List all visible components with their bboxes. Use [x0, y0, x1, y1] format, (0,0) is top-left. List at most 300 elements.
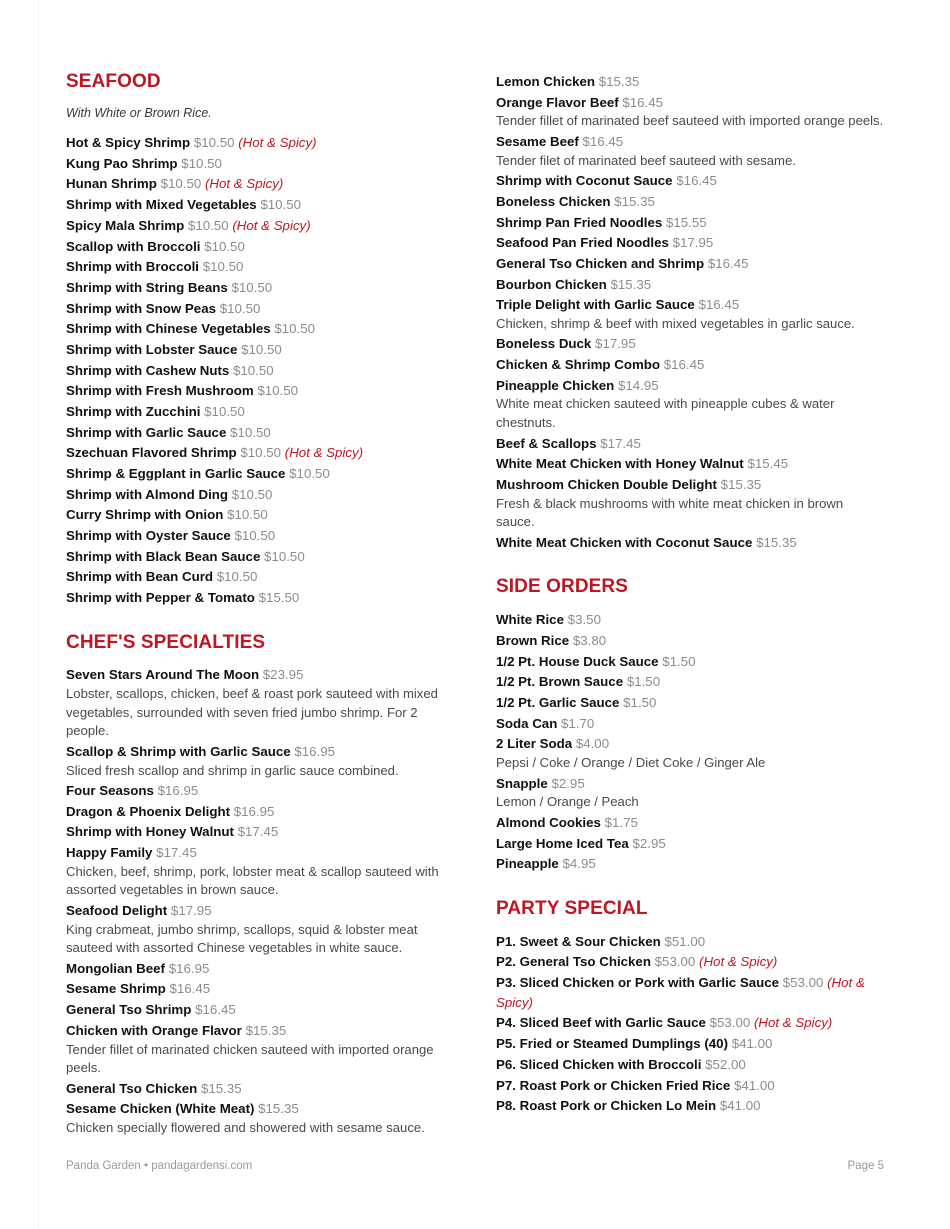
section-heading: SIDE ORDERS: [496, 576, 629, 598]
menu-item-name: Shrimp with Almond Ding: [66, 486, 229, 502]
menu-item-price: $10.50: [274, 321, 316, 337]
menu-item: [496, 734, 884, 772]
menu-item-line: [496, 233, 884, 253]
menu-item-line: [496, 295, 884, 315]
menu-item-price: $15.35: [720, 476, 762, 492]
menu-item-line: [496, 213, 884, 233]
menu-item-description: Tender fillet of marinated beef sauteed with imported orange peels.: [496, 113, 884, 129]
menu-item-price: $1.70: [561, 715, 595, 731]
menu-item-name: Sesame Beef: [496, 133, 579, 149]
menu-item-name: Szechuan Flavored Shrimp: [66, 445, 237, 461]
menu-item: [66, 381, 454, 401]
menu-item-price: $10.50: [202, 259, 244, 275]
menu-item: [66, 505, 454, 525]
menu-item-line: [66, 381, 454, 401]
menu-item-line: [496, 434, 884, 454]
menu-item-name: White Meat Chicken with Coconut Sauce: [496, 534, 753, 550]
menu-item: [496, 334, 884, 354]
menu-item: [66, 278, 454, 298]
menu-item: [496, 1034, 884, 1054]
menu-item-price: $15.35: [201, 1080, 242, 1096]
menu-item: [66, 485, 454, 505]
menu-item: [496, 973, 884, 1012]
menu-section: [496, 72, 884, 552]
menu-item-price: $10.50: [241, 341, 282, 357]
menu-item-price: $16.45: [169, 981, 211, 997]
menu-item-name: Snapple: [496, 775, 548, 791]
menu-item: [66, 154, 454, 174]
menu-item: [66, 526, 454, 546]
menu-item-line: [66, 361, 454, 381]
menu-item-description: Tender fillet of marinated chicken sauteed with imported orange peels.: [66, 1041, 434, 1076]
menu-item-line: [66, 822, 454, 842]
menu-item: [496, 376, 884, 433]
menu-item-name: P7. Roast Pork or Chicken Fried Rice: [496, 1077, 731, 1093]
menu-item-price: $15.35: [258, 1101, 299, 1117]
menu-item: [496, 171, 884, 191]
menu-item-name: Hunan Shrimp: [66, 176, 157, 192]
menu-item: [66, 802, 454, 822]
menu-item-price: $3.50: [567, 612, 601, 628]
menu-item-price: $16.45: [676, 173, 717, 189]
menu-item-name: Happy Family: [66, 845, 153, 861]
menu-item-line: [66, 319, 454, 339]
menu-item: [66, 781, 454, 801]
menu-item: [496, 774, 884, 812]
menu-item-price: $10.50: [204, 403, 245, 419]
menu-item: [496, 610, 884, 630]
menu-item-line: [496, 813, 884, 833]
menu-item-description: Pepsi / Coke / Orange / Diet Coke / Ginger Ale: [496, 755, 766, 771]
menu-item-line: [66, 423, 454, 443]
menu-item-line: [66, 154, 454, 174]
menu-item: [66, 901, 454, 958]
menu-item-name: Shrimp with Pepper & Tomato: [66, 589, 255, 605]
menu-item-name: Shrimp Pan Fried Noodles: [496, 214, 663, 230]
menu-item-description: Tender filet of marinated beef sauteed with sesame.: [496, 152, 796, 168]
section-heading: SEAFOOD: [66, 71, 161, 92]
menu-item-line: [496, 533, 884, 553]
menu-item-price: $1.50: [623, 695, 657, 711]
menu-item-price: $16.45: [663, 357, 705, 373]
menu-item-name: 1/2 Pt. Brown Sauce: [496, 674, 624, 690]
menu-item: [66, 665, 454, 740]
menu-item-line: [496, 1096, 884, 1116]
menu-item-line: [496, 1034, 884, 1054]
menu-item: [496, 213, 884, 233]
menu-item-name: Almond Cookies: [496, 814, 601, 830]
menu-item-list: [66, 665, 454, 1137]
footer-page-number: Page 5: [847, 1160, 884, 1172]
menu-item-name: Shrimp with Mixed Vegetables: [66, 197, 257, 213]
footer-brand: Panda Garden • pandagardensi.com: [66, 1160, 253, 1172]
menu-item: [66, 340, 454, 360]
menu-item-name: Shrimp with Broccoli: [66, 259, 199, 275]
menu-item-name: Beef & Scallops: [496, 435, 597, 451]
menu-item: [496, 275, 884, 295]
menu-item-name: Shrimp with Cashew Nuts: [66, 362, 230, 378]
menu-section: [496, 899, 884, 1116]
menu-item-name: White Rice: [496, 612, 564, 628]
menu-item-price: $17.95: [170, 902, 212, 918]
menu-item-name: Mongolian Beef: [66, 960, 165, 976]
menu-item-price: $41.00: [731, 1036, 773, 1052]
menu-item-list: [496, 72, 884, 552]
menu-item-line: [496, 672, 884, 692]
menu-item-line: [496, 1013, 884, 1033]
menu-item-name: Dragon & Phoenix Delight: [66, 803, 231, 819]
menu-item-name: Seafood Pan Fried Noodles: [496, 235, 669, 251]
menu-item-name: Brown Rice: [496, 633, 570, 649]
menu-item-price: $17.45: [600, 435, 641, 451]
menu-item-price: $17.95: [672, 235, 714, 251]
menu-item-line: [496, 834, 884, 854]
menu-item-line: [66, 505, 454, 525]
menu-item-price: $2.95: [632, 835, 666, 851]
menu-item-line: [66, 299, 454, 319]
menu-item-description: Lobster, scallops, chicken, beef & roast pork sauteed with mixed vegetables, surrounded with seven fried jumbo shrimp. For 2 people.: [66, 686, 438, 739]
section-heading: CHEF'S SPECIALTIES: [66, 631, 266, 653]
menu-item: [66, 361, 454, 381]
menu-item-line: [66, 781, 454, 801]
menu-item-price: $16.45: [582, 133, 624, 149]
menu-item: [496, 652, 884, 672]
menu-item-line: [66, 742, 454, 762]
menu-item-price: $16.45: [622, 94, 664, 110]
menu-item-price: $16.45: [698, 297, 740, 313]
menu-item-price: $16.45: [195, 1002, 236, 1018]
menu-item: [66, 216, 454, 236]
menu-item-description: Lemon / Orange / Peach: [496, 794, 639, 810]
menu-item-line: [496, 72, 884, 92]
menu-item-price: $10.50: [193, 135, 235, 151]
menu-item-line: [496, 254, 884, 274]
menu-item-name: Hot & Spicy Shrimp: [66, 135, 191, 151]
menu-item-line: [496, 171, 884, 191]
menu-item-name: P1. Sweet & Sour Chicken: [496, 933, 661, 949]
menu-item: [496, 533, 884, 553]
menu-item-line: [66, 547, 454, 567]
menu-item-price: $16.95: [157, 783, 199, 799]
menu-item-line: [66, 588, 454, 608]
menu-item: [66, 1021, 454, 1078]
menu-item-line: [66, 1021, 454, 1041]
menu-item-name: Chicken & Shrimp Combo: [496, 357, 661, 373]
menu-item-price: $10.50: [232, 362, 274, 378]
menu-item-line: [496, 275, 884, 295]
menu-item: [66, 319, 454, 339]
menu-item-name: Shrimp with Snow Peas: [66, 300, 216, 316]
menu-item-price: $10.50: [257, 383, 299, 399]
menu-item-name: Large Home Iced Tea: [496, 835, 629, 851]
menu-item: [496, 295, 884, 333]
menu-item-line: [66, 195, 454, 215]
menu-item-line: [66, 665, 454, 685]
menu-item-name: Shrimp with Black Bean Sauce: [66, 548, 261, 564]
menu-item-name: Mushroom Chicken Double Delight: [496, 476, 717, 492]
menu-item-line: [496, 355, 884, 375]
menu-item-line: [66, 443, 454, 463]
menu-section: [66, 72, 454, 608]
menu-item-price: $4.00: [575, 736, 610, 752]
menu-item-line: [496, 734, 884, 754]
spicy-tag: (Hot & Spicy): [238, 135, 317, 151]
menu-item: [496, 254, 884, 274]
menu-item-name: Shrimp with Bean Curd: [66, 569, 214, 585]
menu-item-price: $17.45: [156, 845, 197, 861]
menu-item-name: Pineapple: [496, 856, 559, 872]
menu-item-name: General Tso Chicken and Shrimp: [496, 255, 705, 271]
menu-item-price: $10.50: [231, 486, 273, 502]
menu-item-name: Sesame Shrimp: [66, 981, 166, 997]
menu-item: [496, 132, 884, 170]
menu-item-price: $15.45: [747, 456, 789, 472]
menu-item-line: [66, 340, 454, 360]
menu-item-name: Shrimp with Coconut Sauce: [496, 173, 673, 189]
menu-item: [496, 854, 884, 874]
menu-item: [66, 402, 454, 422]
menu-item-name: Shrimp with Lobster Sauce: [66, 341, 238, 357]
menu-item: [66, 979, 454, 999]
menu-item-name: Shrimp with Garlic Sauce: [66, 424, 227, 440]
menu-item-name: Curry Shrimp with Onion: [66, 507, 224, 523]
menu-item-name: Shrimp with Honey Walnut: [66, 824, 234, 840]
menu-item-line: [66, 402, 454, 422]
spicy-tag: (Hot & Spicy): [284, 445, 364, 461]
menu-item-description: Chicken specially flowered and showered with sesame sauce.: [66, 1120, 425, 1135]
menu-column-right: [496, 72, 884, 1117]
menu-item-price: $15.50: [258, 589, 300, 605]
menu-item-line: [66, 567, 454, 587]
menu-item-list: [496, 932, 884, 1116]
menu-section: [496, 577, 884, 873]
menu-item-line: [66, 278, 454, 298]
menu-item: [66, 133, 454, 153]
menu-item-price: $2.95: [551, 775, 585, 791]
menu-item: [496, 672, 884, 692]
page-edge-line: [38, 0, 39, 1229]
menu-item: [496, 1055, 884, 1075]
menu-item-line: [66, 485, 454, 505]
menu-item-line: [66, 464, 454, 484]
menu-item-name: Shrimp & Eggplant in Garlic Sauce: [66, 465, 286, 481]
menu-item-price: $10.50: [204, 238, 245, 254]
menu-item: [496, 454, 884, 474]
menu-item: [496, 355, 884, 375]
menu-item-line: [496, 714, 884, 734]
menu-item: [496, 693, 884, 713]
menu-item-name: Lemon Chicken: [496, 74, 596, 89]
menu-item-price: $17.95: [595, 336, 636, 352]
menu-item-description: Fresh & black mushrooms with white meat chicken in brown sauce.: [496, 495, 844, 530]
menu-item-price: $15.55: [665, 214, 707, 230]
menu-item-price: $4.95: [562, 856, 596, 872]
menu-item-price: $10.50: [181, 155, 222, 171]
menu-item-price: $51.00: [664, 933, 706, 949]
spicy-tag: (Hot & Spicy): [699, 954, 778, 970]
menu-item-list: [66, 133, 454, 607]
menu-item-price: $52.00: [705, 1056, 746, 1072]
menu-item-name: Shrimp with Oyster Sauce: [66, 527, 231, 543]
menu-item-line: [66, 1000, 454, 1020]
menu-item: [66, 464, 454, 484]
menu-item-line: [66, 257, 454, 277]
menu-item-line: [496, 652, 884, 672]
menu-item-line: [496, 610, 884, 630]
menu-item-line: [496, 475, 884, 495]
menu-item-name: Boneless Duck: [496, 336, 592, 352]
menu-item-line: [66, 237, 454, 257]
menu-item-line: [66, 133, 454, 153]
menu-item: [66, 299, 454, 319]
menu-item-price: $53.00: [782, 975, 824, 991]
menu-item-price: $53.00: [709, 1015, 751, 1031]
menu-item-name: Triple Delight with Garlic Sauce: [496, 297, 695, 313]
menu-item: [66, 742, 454, 780]
menu-item: [66, 257, 454, 277]
menu-item: [66, 237, 454, 257]
menu-item-price: $17.45: [237, 824, 279, 840]
spicy-tag: (Hot & Spicy): [496, 975, 865, 1010]
menu-item-line: [66, 901, 454, 921]
menu-item-name: P2. General Tso Chicken: [496, 954, 651, 970]
menu-item-price: $16.95: [294, 743, 336, 759]
menu-item-description: Chicken, shrimp & beef with mixed vegetables in garlic sauce.: [496, 315, 855, 331]
menu-item-name: P3. Sliced Chicken or Pork with Garlic Sauce: [496, 975, 780, 991]
menu-item-price: $41.00: [733, 1077, 775, 1093]
menu-item-name: 2 Liter Soda: [496, 736, 573, 752]
menu-item: [496, 72, 884, 92]
menu-item-line: [496, 973, 884, 1012]
menu-item-price: $15.35: [614, 193, 655, 209]
menu-item-price: $16.95: [168, 960, 210, 976]
menu-item: [496, 1096, 884, 1116]
menu-item-name: Shrimp with Chinese Vegetables: [66, 321, 271, 337]
menu-item: [66, 588, 454, 608]
menu-item-line: [66, 216, 454, 236]
menu-item-line: [66, 174, 454, 194]
menu-item-price: $10.50: [187, 217, 229, 233]
menu-item-name: Shrimp with Fresh Mushroom: [66, 383, 254, 399]
menu-item-name: Seven Stars Around The Moon: [66, 667, 260, 683]
menu-item-price: $53.00: [654, 954, 696, 970]
menu-item-price: $15.35: [610, 276, 652, 292]
menu-item: [496, 1076, 884, 1096]
menu-item-name: Spicy Mala Shrimp: [66, 217, 185, 233]
menu-item-line: [66, 1079, 454, 1099]
menu-section: [66, 633, 454, 1138]
menu-item-price: $10.50: [160, 176, 202, 192]
menu-item: [496, 233, 884, 253]
menu-item-name: Shrimp with Zucchini: [66, 403, 201, 419]
menu-item-line: [496, 693, 884, 713]
menu-item: [66, 1079, 454, 1099]
menu-item-price: $10.50: [260, 197, 302, 213]
menu-item-description: Sliced fresh scallop and shrimp in garlic sauce combined.: [66, 762, 399, 778]
menu-item-price: $1.50: [626, 674, 661, 690]
menu-item-line: [66, 1099, 454, 1119]
menu-item: [496, 932, 884, 952]
menu-item-name: Kung Pao Shrimp: [66, 155, 178, 171]
menu-item: [66, 547, 454, 567]
menu-item: [66, 423, 454, 443]
menu-item-line: [496, 376, 884, 396]
menu-item-price: $23.95: [262, 667, 304, 683]
menu-item: [496, 813, 884, 833]
menu-item: [66, 443, 454, 463]
menu-item-name: General Tso Chicken: [66, 1080, 198, 1096]
menu-item-line: [496, 1076, 884, 1096]
menu-item-price: $1.50: [662, 653, 696, 669]
menu-item-name: White Meat Chicken with Honey Walnut: [496, 456, 744, 472]
menu-item-name: P8. Roast Pork or Chicken Lo Mein: [496, 1098, 717, 1114]
menu-item: [66, 959, 454, 979]
menu-item-description: Chicken, beef, shrimp, pork, lobster meat & scallop sauteed with assorted vegetables in brown sauce.: [66, 863, 439, 898]
menu-item-name: Scallop with Broccoli: [66, 238, 201, 254]
menu-item-line: [496, 631, 884, 651]
menu-item-price: $10.50: [219, 300, 261, 316]
menu-item-name: 1/2 Pt. House Duck Sauce: [496, 653, 659, 669]
menu-item-price: $15.35: [598, 74, 640, 89]
menu-item-list: [496, 610, 884, 874]
section-note: With White or Brown Rice.: [66, 105, 212, 120]
menu-item-price: $15.35: [756, 534, 797, 550]
menu-item-name: Boneless Chicken: [496, 193, 611, 209]
menu-item-line: [496, 774, 884, 794]
menu-item-line: [496, 93, 884, 113]
menu-item: [66, 1000, 454, 1020]
menu-item: [66, 1099, 454, 1137]
menu-item-line: [496, 334, 884, 354]
menu-item: [496, 952, 884, 972]
menu-item-name: 1/2 Pt. Garlic Sauce: [496, 695, 620, 711]
page-footer: [66, 1160, 884, 1172]
menu-item-line: [496, 952, 884, 972]
section-heading: PARTY SPECIAL: [496, 897, 648, 919]
menu-item-line: [496, 454, 884, 474]
spicy-tag: (Hot & Spicy): [204, 176, 284, 192]
menu-item-price: $1.75: [604, 814, 638, 830]
menu-item-name: P4. Sliced Beef with Garlic Sauce: [496, 1015, 706, 1031]
menu-item-line: [496, 192, 884, 212]
menu-item-line: [66, 802, 454, 822]
menu-item: [496, 834, 884, 854]
menu-item-price: $10.50: [227, 507, 268, 523]
menu-item-line: [496, 132, 884, 152]
menu-item-price: $10.50: [231, 279, 273, 295]
menu-item-price: $16.95: [233, 803, 275, 819]
menu-item: [66, 843, 454, 900]
spicy-tag: (Hot & Spicy): [753, 1015, 833, 1031]
menu-item-name: Seafood Delight: [66, 902, 168, 918]
menu-item: [496, 192, 884, 212]
menu-item-price: $10.50: [240, 445, 282, 461]
menu-item-name: Chicken with Orange Flavor: [66, 1022, 242, 1038]
menu-item-line: [66, 843, 454, 863]
menu-item-price: $3.80: [572, 633, 607, 649]
menu-item: [496, 714, 884, 734]
menu-item-price: $10.50: [264, 548, 305, 564]
menu-item-name: Orange Flavor Beef: [496, 94, 619, 110]
menu-item: [66, 567, 454, 587]
menu-column-left: [66, 72, 454, 1139]
menu-item-line: [66, 979, 454, 999]
menu-item-price: $10.50: [289, 465, 330, 481]
menu-item-name: Shrimp with String Beans: [66, 279, 228, 295]
menu-item: [66, 822, 454, 842]
menu-item-name: Four Seasons: [66, 783, 154, 799]
menu-item: [496, 475, 884, 532]
